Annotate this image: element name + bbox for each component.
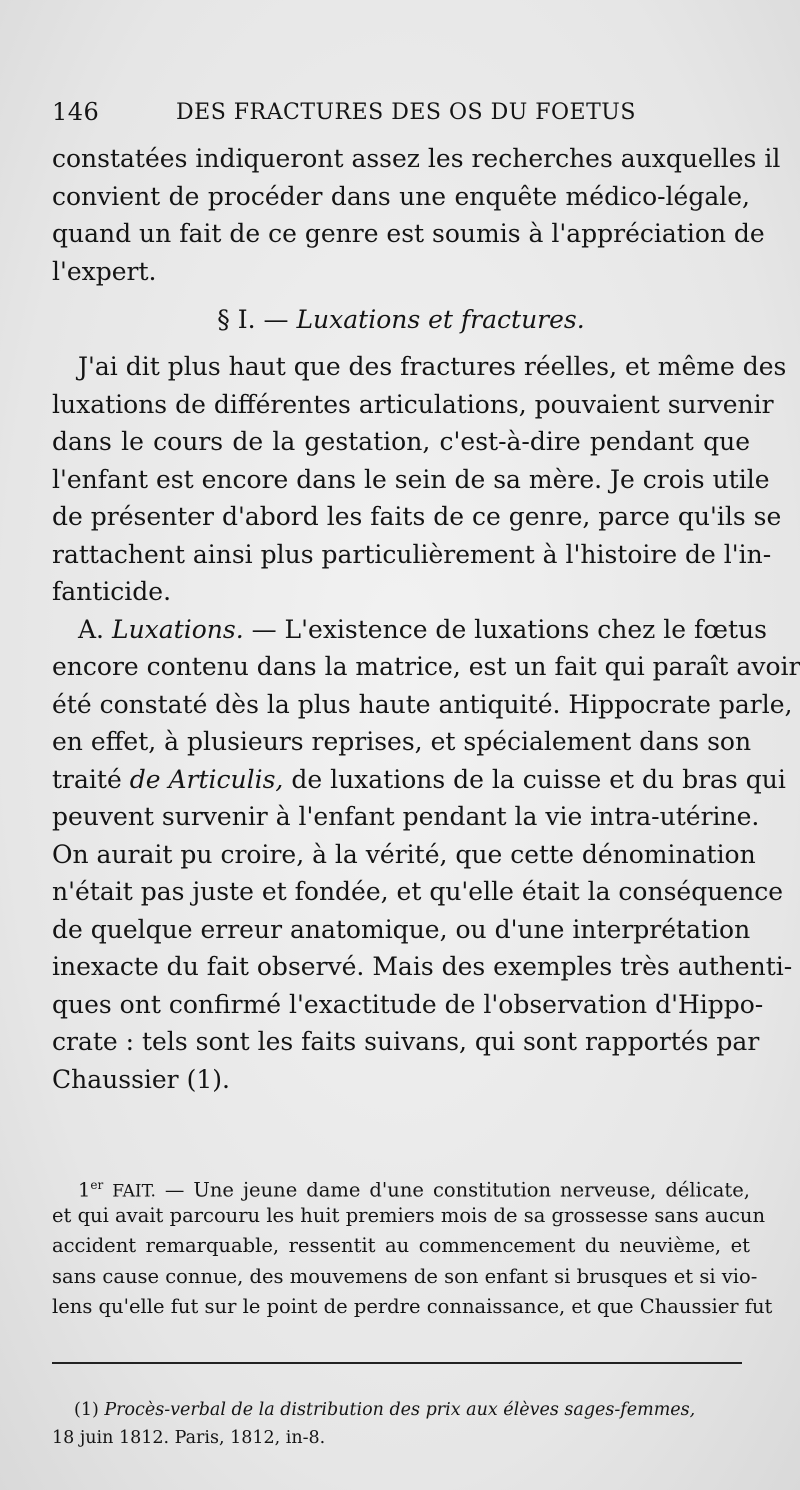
work-title: de Articulis, [129,764,284,794]
footnote-title: Procès-verbal de la distribution des prix aux élèves sages-femmes, [104,1400,696,1420]
text-segment: de luxations de la cuisse et du bras qui [291,764,786,794]
small-text-line: lens qu'elle fut sur le point de perdre connaissance, et que Chaussier fut [52,1295,773,1318]
text-line: l'enfant est encore dans le sein de sa mère. Je crois utile [52,464,770,494]
text-line: J'ai dit plus haut que des fractures réelles, et même des [78,352,787,381]
text-line: quand un fait de ce genre est soumis à l'appréciation de [52,219,765,248]
text-line: On aurait pu croire, à la vérité, que cette dénomination [52,839,756,869]
text-line: rattachent ainsi plus particulièrement à l'histoire de l'in- [52,539,772,569]
text-line: de quelque erreur anatomique, ou d'une interprétation [52,914,751,944]
subsection-letter: A. [78,614,105,644]
section-heading [52,298,750,342]
small-text-line: et qui avait parcouru les huit premiers mois de sa grossesse sans aucun [52,1203,766,1227]
text-segment: traité [52,764,122,794]
running-title: DES FRACTURES DES OS DU FOETUS [176,100,636,125]
subsection-title: Luxations. [111,614,244,644]
text-line: luxations de différentes articulations, pouvaient survenir [52,389,774,419]
text-line: constatées indiqueront assez les recherches auxquelles il [52,144,781,173]
main-text [52,140,800,1098]
small-text-line: sans cause connue, des mouvemens de son enfant si brusques et si vio- [52,1264,758,1288]
text-segment: — Une jeune dame d'une constitution nerveuse, délicate, [164,1178,750,1202]
case-report [52,1170,773,1323]
text-line: ques ont confirmé l'exactitude de l'observation d'Hippo- [52,989,764,1019]
case-label: FAIT. [112,1181,156,1202]
footnote-line [52,1396,752,1424]
text-line [52,761,786,799]
text-line: crate : tels sont les faits suivans, qui sont rapportés par [52,1027,760,1056]
section-mark: § I. — [217,305,289,334]
running-head [52,98,752,138]
case-number: 1 [78,1178,91,1202]
text-line: peuvent survenir à l'enfant pendant la vie intra-utérine. [52,802,760,831]
page-number: 146 [52,98,100,126]
text-line: de présenter d'abord les faits de ce genre, parce qu'ils se [52,502,782,531]
text-segment: — L'existence de luxations chez le fœtus [251,614,767,644]
footnote-line: 18 juin 1812. Paris, 1812, in-8. [52,1428,326,1448]
small-text-line: accident remarquable, ressentit au commencement du neuvième, et [52,1234,750,1257]
small-text-line [52,1170,750,1201]
text-line: en effet, à plusieurs reprises, et spécialement dans son [52,727,752,756]
text-line: convient de procéder dans une enquête médico-légale, [52,181,750,211]
text-line: dans le cours de la gestation, c'est-à-dire pendant que [52,427,750,456]
text-line: l'expert. [52,256,157,286]
text-line: Chaussier (1). [52,1064,230,1094]
footnote-rule [52,1362,742,1364]
text-line: n'était pas juste et fondée, et qu'elle était la conséquence [52,877,783,906]
text-line: encore contenu dans la matrice, est un fait qui paraît avoir [52,652,800,681]
ordinal-suffix: er [90,1178,104,1192]
footnote [52,1396,752,1452]
text-line [52,611,767,649]
text-line: inexacte du fait observé. Mais des exemples très authenti- [52,952,793,981]
footnote-marker: (1) [74,1400,99,1420]
text-line: fanticide. [52,577,172,606]
text-line: été constaté dès la plus haute antiquité. Hippocrate parle, [52,689,793,719]
section-title: Luxations et fractures. [296,305,585,334]
